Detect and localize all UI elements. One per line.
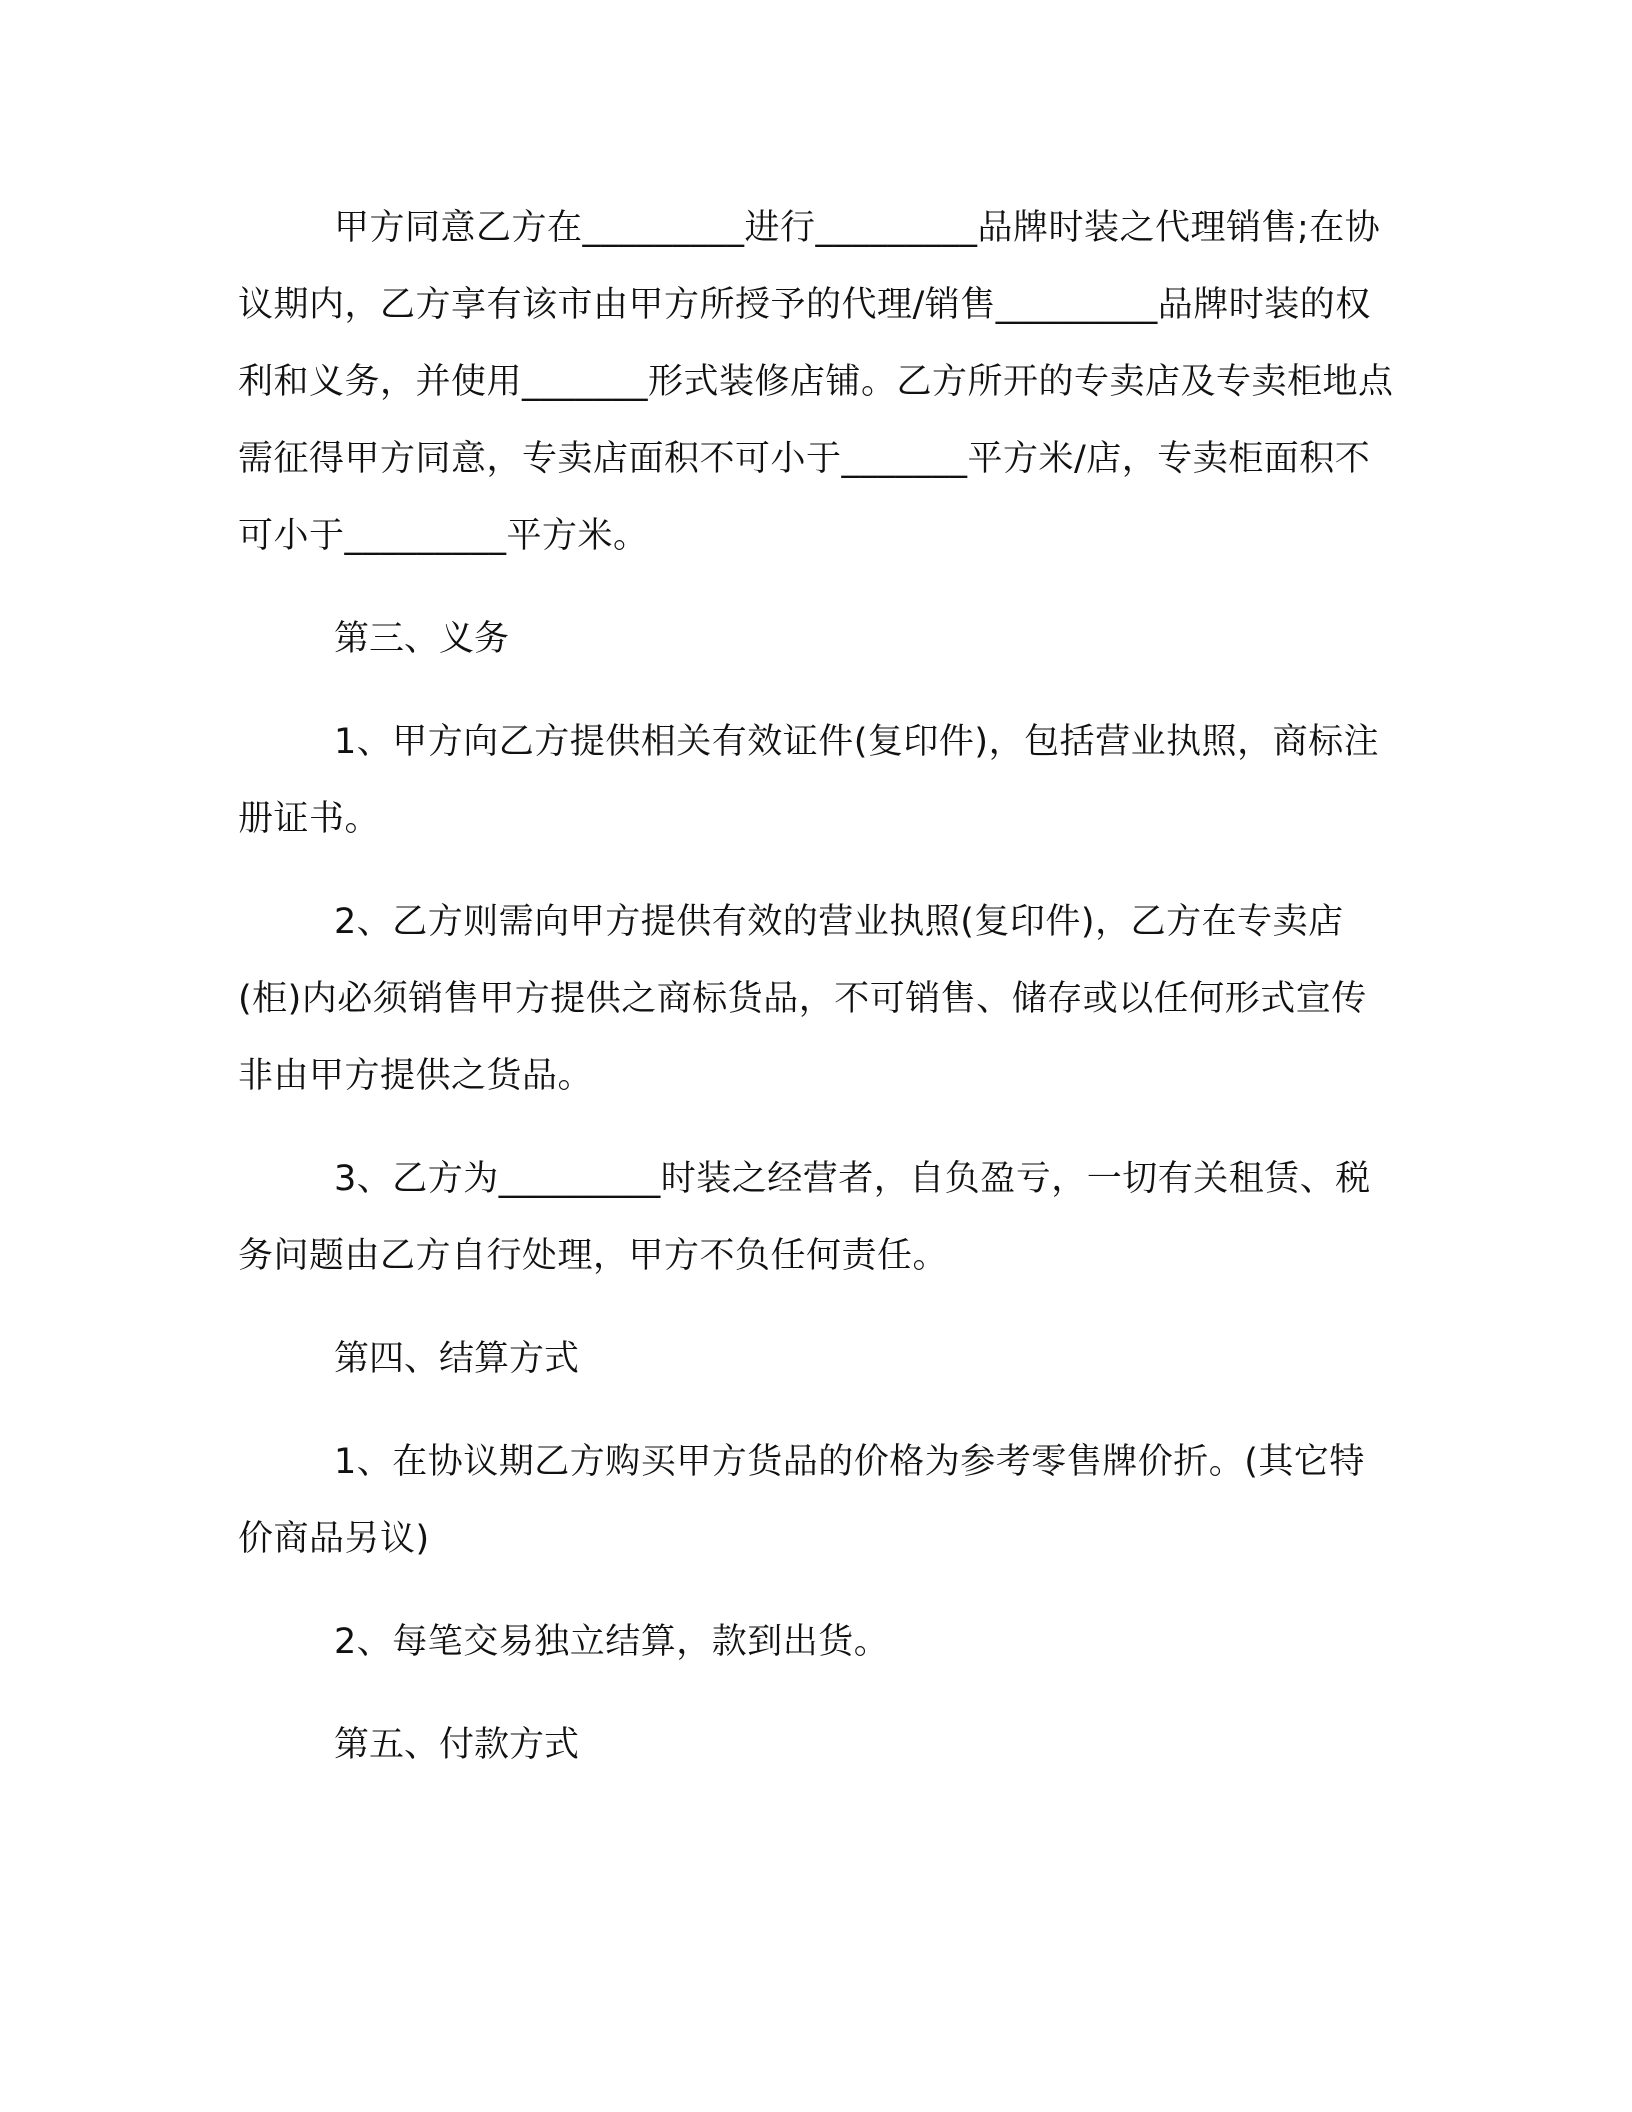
paragraph-gap bbox=[238, 1398, 1398, 1424]
paragraph-settlement-2: 2、每笔交易独立结算，款到出货。 bbox=[334, 1622, 890, 1662]
paragraph-gap bbox=[238, 575, 1398, 601]
section-heading-obligations: 第三、义务 bbox=[334, 619, 510, 659]
section-heading-payment: 第五、付款方式 bbox=[334, 1725, 580, 1765]
paragraph-obligation-1: 1、甲方向乙方提供相关有效证件(复印件)，包括营业执照，商标注册证书。 bbox=[238, 722, 1380, 839]
section-heading-settlement: 第四、结算方式 bbox=[334, 1339, 580, 1379]
paragraph-gap bbox=[238, 1115, 1398, 1141]
paragraph-gap bbox=[238, 858, 1398, 884]
paragraph-agency-terms: 甲方同意乙方在_________进行_________品牌时装之代理销售;在协议期内，乙方享有该市由甲方所授予的代理/销售_________品牌时装的权利和义务，并使用_______形式装修店铺。乙方所开的专卖店及专卖柜地点需征得甲方同意，专卖店面积不可小于_______平方米/店，专卖柜面积不可小于_________平方米。 bbox=[238, 208, 1394, 556]
paragraph-gap bbox=[238, 1295, 1398, 1321]
paragraph-gap bbox=[238, 1578, 1398, 1604]
paragraph-obligation-2: 2、乙方则需向甲方提供有效的营业执照(复印件)，乙方在专卖店(柜)内必须销售甲方提供之商标货品，不可销售、储存或以任何形式宣传非由甲方提供之货品。 bbox=[238, 902, 1367, 1096]
paragraph-obligation-3: 3、乙方为_________时装之经营者，自负盈亏，一切有关租赁、税务问题由乙方自行处理，甲方不负任何责任。 bbox=[238, 1159, 1371, 1276]
paragraph-gap bbox=[238, 678, 1398, 704]
paragraph-settlement-1: 1、在协议期乙方购买甲方货品的价格为参考零售牌价折。(其它特价商品另议) bbox=[238, 1442, 1365, 1559]
paragraph-gap bbox=[238, 1681, 1398, 1707]
document-body bbox=[238, 190, 1398, 1784]
